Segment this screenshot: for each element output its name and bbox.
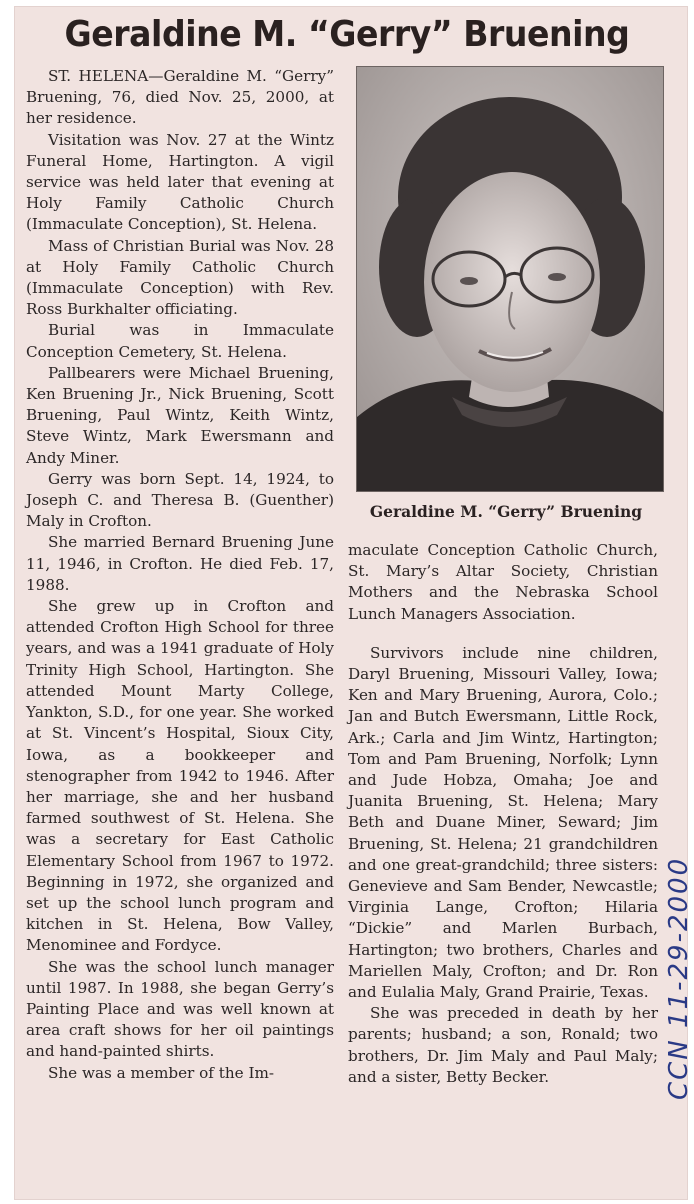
paragraph-marriage: She married Bernard Bruening June 11, 1946, in Crofton. He died Feb. 17, 1988. xyxy=(26,533,334,594)
handwritten-date-note: CCN 11-29-2000 xyxy=(664,856,694,1100)
paragraph-memberships: maculate Conception Catholic Church, St. Mary’s Altar Society, Christian Mothers and the Nebraska School Lunch Managers Association. xyxy=(348,541,658,623)
paragraph-birth: Gerry was born Sept. 14, 1924, to Joseph C. and Theresa B. (Guenther) Maly in Crofton. xyxy=(26,469,334,531)
photo-caption: Geraldine M. “Gerry” Bruening xyxy=(369,502,643,521)
portrait-photo xyxy=(356,66,664,492)
paragraph-burial: Burial was in Immaculate Conception Cemetery, St. Helena. xyxy=(26,321,334,361)
right-text-column xyxy=(348,540,658,1088)
obituary-headline: Geraldine M. “Gerry” Bruening xyxy=(64,14,630,55)
paragraph-visitation: Visitation was Nov. 27 at the Wintz Funeral Home, Hartington. A vigil service was held later that evening at Holy Family Catholic Church (Immaculate Conception), St. Helena. xyxy=(26,130,334,234)
paragraph-life: She grew up in Crofton and attended Crofton High School for three years, and was a 1941 graduate of Holy Trinity High School, Hartington. She attended Mount Marty College, Yankton, S.D., for one year. She worked at St. Vincent’s Hospital, Sioux City, Iowa, as a bookkeeper and stenographer from 1942 to 1946. After her marriage, she and her husband farmed southwest of St. Helena. She was a secretary for East Catholic Elementary School from 1967 to 1972. Beginning in 1972, she organized and set up the school lunch program and kitchen in St. Helena, Bow Valley, Menominee and Fordyce. xyxy=(26,597,334,955)
paragraph-pallbearers: Pallbearers were Michael Bruening, Ken Bruening Jr., Nick Bruening, Scott Bruening, Paul Wintz, Keith Wintz, Steve Wintz, Mark Ewersmann and Andy Miner. xyxy=(26,363,334,467)
paragraph-death: ST. HELENA—Geraldine M. “Gerry” Bruening, 76, died Nov. 25, 2000, at her residence. xyxy=(26,67,334,128)
paragraph-preceded: She was preceded in death by her parents; husband; a son, Ronald; two brothers, Dr. Jim Maly and Paul Maly; and a sister, Betty Becker. xyxy=(348,1004,658,1086)
paragraph-survivors: Survivors include nine children, Daryl Bruening, Missouri Valley, Iowa; Ken and Mary Bruening, Aurora, Colo.; Jan and Butch Ewersmann, Little Rock, Ark.; Carla and Jim Wintz, Hartington; Tom and Pam Bruening, Norfolk; Lynn and Jude Hobza, Omaha; Joe and Juanita Bruening, St. Helena; Mary Beth and Duane Miner, Seward; Jim Bruening, St. Helena; 21 grandchildren and one great-grandchild; three sisters: Genevieve and Sam Bender, Newcastle; Virginia Lange, Crofton; Hilaria “Dickie” and Marlen Burbach, Hartington; two brothers, Charles and Mariellen Maly, Crofton; and Dr. Ron and Eulalia Maly, Grand Prairie, Texas. xyxy=(348,643,658,1002)
paragraph-mass: Mass of Christian Burial was Nov. 28 at Holy Family Catholic Church (Immaculate Conception) with Rev. Ross Burkhalter officiating. xyxy=(26,236,334,319)
paragraph-painting: She was the school lunch manager until 1987. In 1988, she began Gerry’s Painting Place and was well known at area craft shows for her oil paintings and hand-painted shirts. xyxy=(26,957,334,1061)
left-text-column xyxy=(26,66,334,1084)
paragraph-member: She was a member of the Im- xyxy=(48,1063,274,1082)
